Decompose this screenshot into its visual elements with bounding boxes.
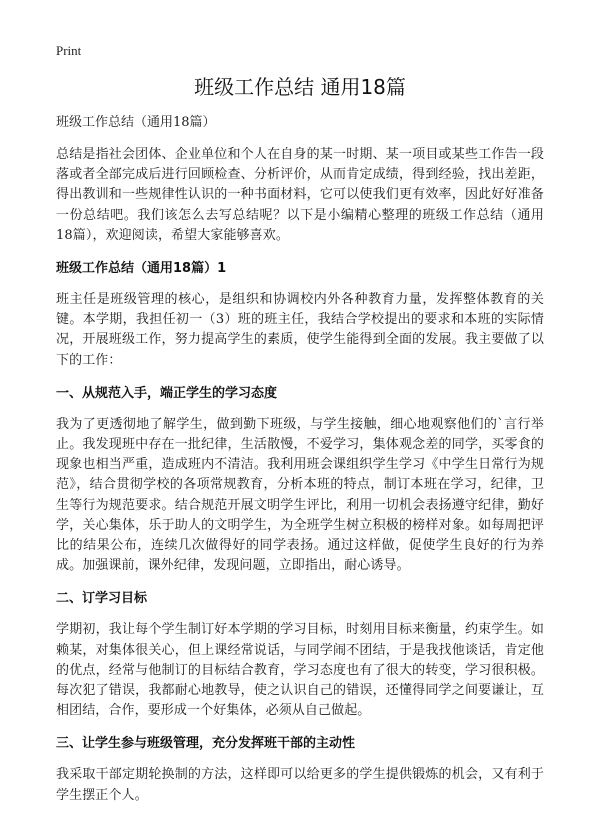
section-paragraph-3: 学期初，我让每个学生制订好本学期的学习目标，时刻用目标来衡量，约束学生。如赖某，对集体很关心，但上课经常说话，与同学闹不团结，于是我找他谈话，肯定他的优点，经常与他制订的目标结合教育，学习态度也有了很大的转变，学习很积极。每次犯了错误，我都耐心地教导，使之认识自己的错误，还懂得同学之间要谦让，互相团结，合作，要形成一个好集体，必须从自己做起。	[56, 622, 544, 719]
section-heading-3: 二、订学习目标	[56, 591, 148, 607]
section-paragraph-4: 我采取干部定期轮换制的方法，这样即可以给更多的学生提供锻炼的机会，又有利于学生摆正个人。	[56, 767, 544, 803]
document-subtitle: 班级工作总结（通用18篇）	[56, 115, 216, 130]
section-paragraph-2: 我为了更透彻地了解学生，做到勤下班级，与学生接触，细心地观察他们的`言行举止。我发现班中存在一批纪律，生活散慢，不爱学习，集体观念差的同学，买零食的现象也相当严重，造成班内不清洁。我利用班会课组织学生学习《中学生日常行为规范》，结合贯彻学校的各项常规教育，分析本班的特点，制订本班在学习，纪律，卫生等行为规范要求。结合规范开展文明学生评比，利用一切机会表扬遵守纪律，勤好学，关心集体，乐于助人的文明学生，为全班学生树立积极的榜样对象。如每周把评比的结果公布，连续几次做得好的同学表扬。通过这样做，促使学生良好的行为养成。加强课前，课外纪律，发现问题，立即指出，耐心诱导。	[56, 416, 544, 574]
print-link[interactable]: Print	[56, 43, 82, 58]
section-heading-2: 一、从规范入手，端正学生的学习态度	[56, 385, 278, 401]
section-heading-1: 班级工作总结（通用18篇）1	[56, 261, 227, 277]
section-heading-4: 三、让学生参与班级管理，充分发挥班干部的主动性	[56, 736, 356, 752]
document-title: 班级工作总结 通用18篇	[194, 75, 406, 99]
section-paragraph-1: 班主任是班级管理的核心，是组织和协调校内外各种教育力量，发挥整体教育的关键。本学期，我担任初一（3）班的班主任，我结合学校提出的要求和本班的实际情况，开展班级工作，努力提高学生的素质，使学生能得到全面的发展。我主要做了以下的工作：	[56, 292, 544, 368]
intro-paragraph: 总结是指社会团体、企业单位和个人在自身的某一时期、某一项目或某些工作告一段落或者全部完成后进行回顾检查、分析评价，从而肯定成绩，得到经验，找出差距，得出教训和一些规律性认识的一种书面材料，它可以使我们更有效率，因此好好准备一份总结吧。我们该怎么去写总结呢？以下是小编精心整理的班级工作总结（通用18篇），欢迎阅读，希望大家能够喜欢。	[56, 147, 544, 243]
